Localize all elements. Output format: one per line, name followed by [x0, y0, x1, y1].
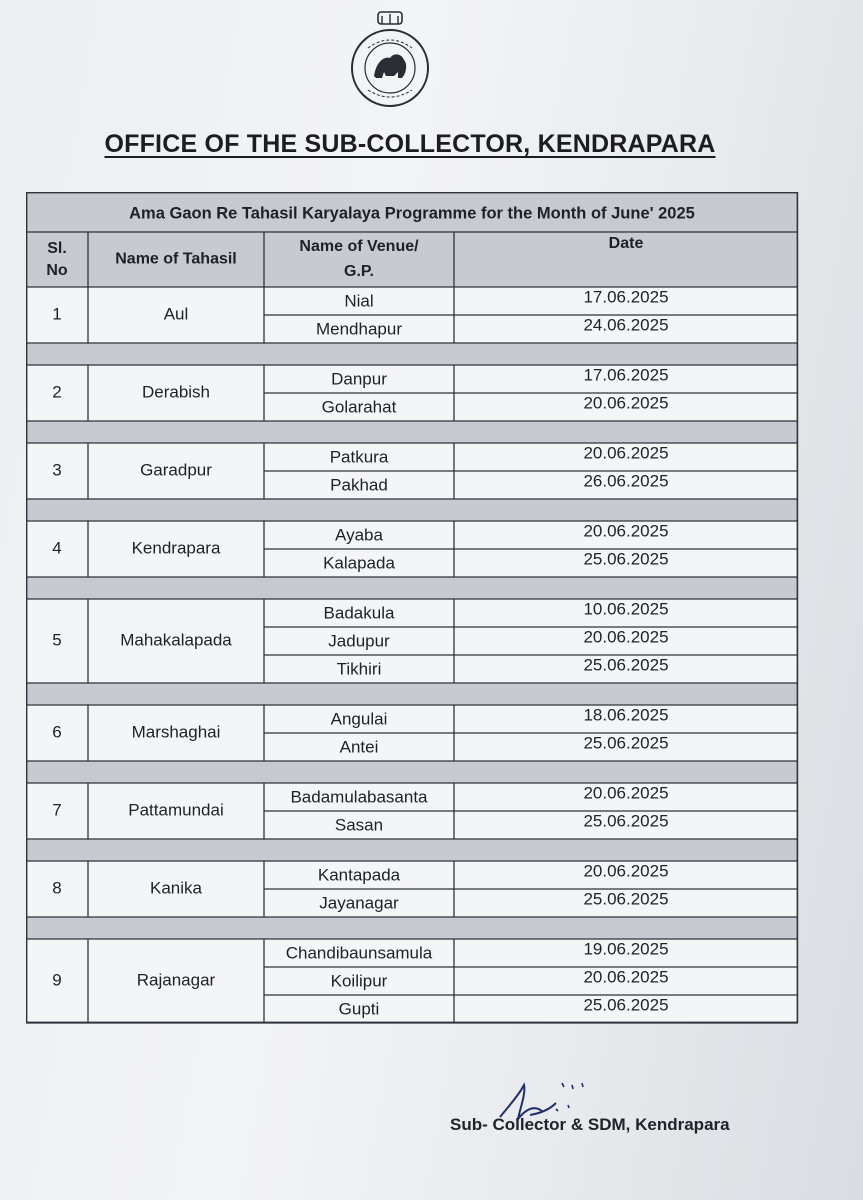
tahasil-name: Kanika [150, 878, 202, 898]
venue-date: 24.06.2025 [583, 315, 669, 335]
venue-date: 20.06.2025 [583, 393, 669, 413]
programme-schedule-table [26, 192, 826, 1092]
sl-no: 8 [52, 878, 62, 898]
venue-name: Antei [339, 737, 379, 757]
venue-name: Kalapada [323, 553, 395, 573]
venue-date: 25.06.2025 [583, 889, 669, 909]
venue-date: 17.06.2025 [583, 287, 669, 307]
venue-name: Mendhapur [315, 319, 403, 339]
venue-date: 18.06.2025 [583, 705, 669, 725]
separator-band [26, 683, 798, 705]
tahasil-name: Garadpur [140, 460, 212, 480]
venue-name: Badakula [323, 603, 395, 623]
tahasil-name: Aul [163, 304, 189, 324]
venue-name: Jadupur [328, 631, 390, 651]
venue-name: Koilipur [330, 971, 388, 991]
venue-date: 25.06.2025 [583, 733, 669, 753]
venue-date: 20.06.2025 [583, 783, 669, 803]
tahasil-name: Marshaghai [131, 722, 221, 742]
venue-name: Gupti [338, 999, 380, 1019]
header-date: Date [608, 235, 644, 253]
header-sl-no: No [46, 262, 68, 280]
venue-date: 17.06.2025 [583, 365, 669, 385]
sl-no: 6 [52, 722, 62, 742]
separator-band [26, 421, 798, 443]
sl-no: 1 [52, 304, 62, 324]
venue-date: 20.06.2025 [583, 443, 669, 463]
header-sl-no: Sl. [47, 240, 67, 258]
separator-band [26, 343, 798, 365]
venue-name: Badamulabasanta [290, 787, 428, 807]
venue-name: Chandibaunsamula [285, 943, 433, 963]
venue-name: Pakhad [330, 475, 388, 495]
venue-name: Angulai [330, 709, 388, 729]
venue-date: 25.06.2025 [583, 811, 669, 831]
sl-no: 7 [52, 800, 62, 820]
separator-band [26, 917, 798, 939]
venue-name: Nial [344, 291, 374, 311]
separator-band [26, 577, 798, 599]
separator-band [26, 839, 798, 861]
venue-name: Ayaba [335, 525, 383, 545]
venue-name: Golarahat [321, 397, 397, 417]
venue-name: Patkura [329, 447, 389, 467]
venue-date: 10.06.2025 [583, 599, 669, 619]
sl-no: 4 [52, 538, 62, 558]
sl-no: 5 [52, 630, 62, 650]
venue-name: Danpur [331, 369, 387, 389]
tahasil-name: Derabish [141, 382, 211, 402]
venue-name: Kantapada [317, 865, 401, 885]
venue-date: 25.06.2025 [583, 549, 669, 569]
venue-date: 20.06.2025 [583, 861, 669, 881]
sl-no: 9 [52, 970, 62, 990]
venue-date: 19.06.2025 [583, 939, 669, 959]
venue-name: Tikhiri [336, 659, 382, 679]
tahasil-name: Kendrapara [131, 538, 221, 558]
venue-date: 26.06.2025 [583, 471, 669, 491]
tahasil-name: Rajanagar [136, 970, 216, 990]
header-venue: G.P. [344, 263, 374, 281]
sl-no: 2 [52, 382, 62, 402]
separator-band [26, 761, 798, 783]
header-tahasil: Name of Tahasil [115, 250, 237, 268]
tahasil-name: Pattamundai [128, 800, 224, 820]
sl-no: 3 [52, 460, 62, 480]
signatory-label: Sub- Collector & SDM, Kendrapara [450, 1115, 730, 1134]
schedule-title: Ama Gaon Re Tahasil Karyalaya Programme for the Month of June' 2025 [129, 204, 695, 223]
venue-date: 20.06.2025 [583, 521, 669, 541]
venue-name: Sasan [334, 815, 384, 835]
office-title: OFFICE OF THE SUB-COLLECTOR, KENDRAPARA [104, 130, 716, 158]
header-venue: Name of Venue/ [299, 238, 419, 256]
venue-date: 20.06.2025 [583, 627, 669, 647]
separator-band [26, 499, 798, 521]
tahasil-name: Mahakalapada [120, 630, 232, 650]
venue-date: 25.06.2025 [583, 655, 669, 675]
venue-name: Jayanagar [319, 893, 399, 913]
venue-date: 20.06.2025 [583, 967, 669, 987]
venue-date: 25.06.2025 [583, 995, 669, 1015]
odisha-state-emblem-icon [338, 10, 442, 114]
